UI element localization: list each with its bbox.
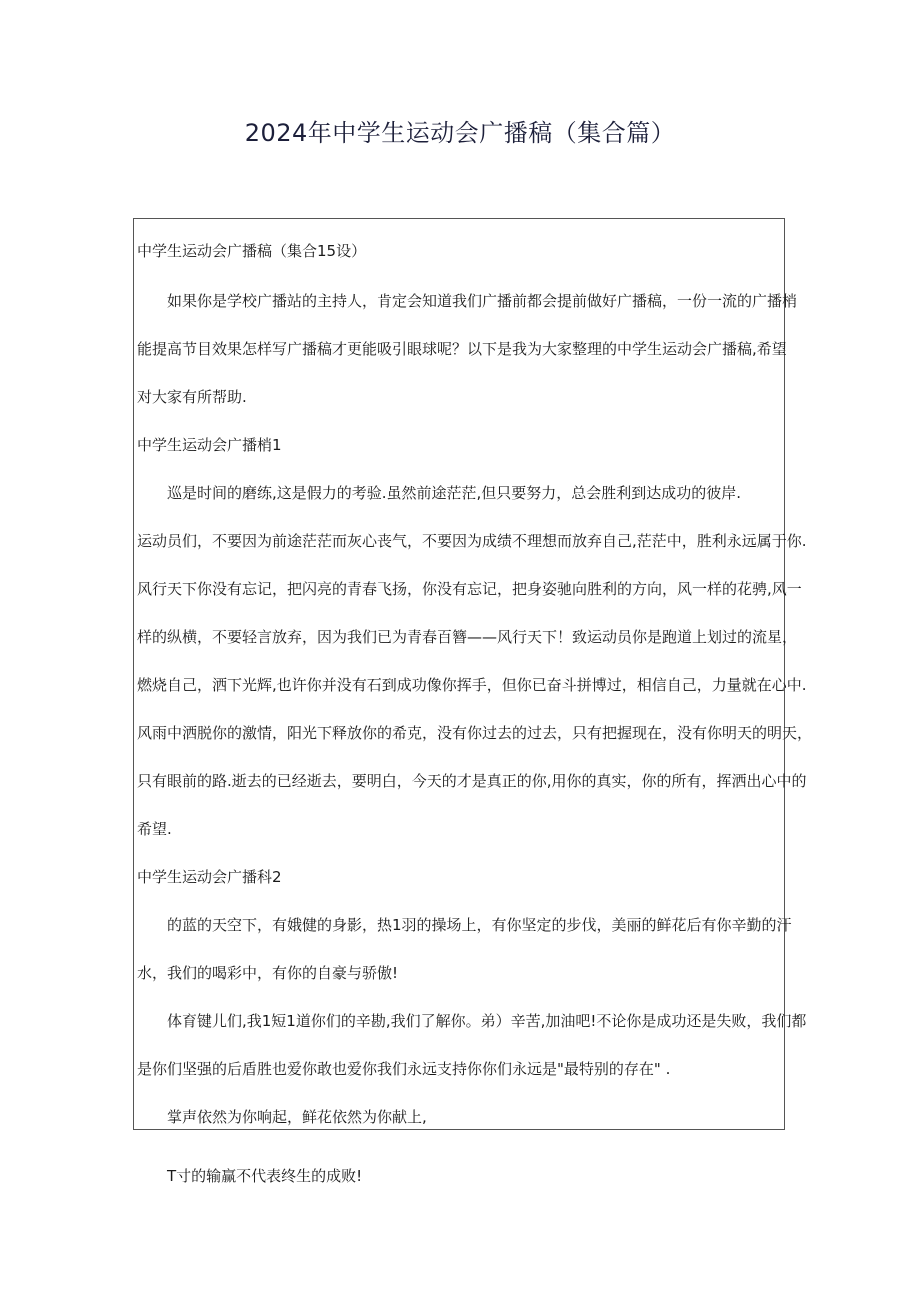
paragraph-line: 是你们坚强的后盾胜也爱你敢也爱你我们永远支持你你们永远是"最特别的存在" .	[137, 1060, 671, 1078]
paragraph-line: 样的纵横，不要轻言放弃，因为我们已为青春百簪——风行天下！致运动员你是跑道上划过的流星，	[137, 628, 798, 646]
paragraph-line: 体育键儿们,我1短1道你们的辛勘,我们了解你。弟）辛苦,加油吧!不论你是成功还是失败，我们都	[167, 1012, 807, 1030]
paragraph-line: 如果你是学校广播站的主持人，肯定会知道我们广播前都会提前做好广播稿，一份一流的广播梢	[167, 292, 798, 310]
paragraph-line: 只有眼前的路.逝去的已经逝去，要明白，今天的才是真正的你,用你的真实，你的所有，挥洒出心中的	[137, 772, 807, 790]
document-title: 2024年中学生运动会广播稿（集合篇）	[244, 119, 676, 147]
paragraph-line: 水，我们的喝彩中，有你的自豪与骄傲!	[137, 964, 399, 982]
paragraph-line: 希望.	[137, 820, 172, 838]
paragraph-line: 风雨中洒脱你的激情，阳光下释放你的希克，没有你过去的过去，只有把握现在，没有你明天的明天，	[137, 724, 813, 742]
paragraph-line: 的蓝的天空下，有娥健的身影，热1羽的操场上，有你坚定的步伐，美丽的鲜花后有你辛勤的汗	[167, 916, 792, 934]
section-heading: 中学生运动会广播稿（集合15设）	[137, 242, 367, 260]
paragraph-line: 对大家有所帮助.	[137, 388, 247, 406]
paragraph-line: 能提高节目效果怎样写广播稿才更能吸引眼球呢？以下是我为大家整理的中学生运动会广播稿,希望	[137, 340, 787, 358]
section-heading: 中学生运动会广播科2	[137, 868, 282, 886]
paragraph-line: 燃烧自己，洒下光辉,也许你并没有石到成功像你挥手，但你已奋斗拼博过，相信自己，力量就在心中.	[137, 676, 807, 694]
section-heading: 中学生运动会广播梢1	[137, 436, 282, 454]
paragraph-line: 风行天下你没有忘记，把闪亮的青春飞扬，你没有忘记，把身姿驰向胜利的方向，风一样的花骋,风一	[137, 580, 802, 598]
paragraph-line: 掌声依然为你响起，鲜花依然为你献上,	[167, 1108, 427, 1126]
paragraph-line: 巡是时间的磨练,这是假力的考验.虽然前途茫茫,但只要努力，总会胜利到达成功的彼岸.	[167, 484, 742, 502]
paragraph-line-after-box: T寸的输赢不代表终生的成败!	[167, 1167, 363, 1185]
paragraph-line: 运动员们，不要因为前途茫茫而灰心丧气，不要因为成绩不理想而放弃自己,茫茫中，胜利永远属于你.	[137, 532, 807, 550]
